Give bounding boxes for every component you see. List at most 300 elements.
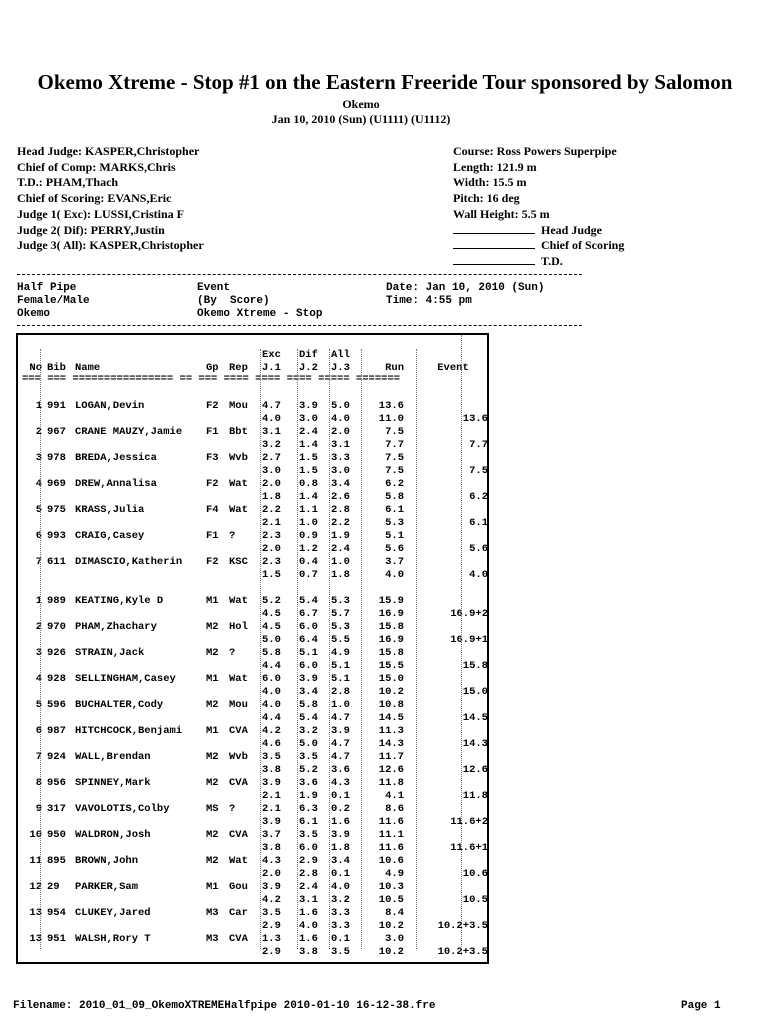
competitor-name: HITCHCOCK,Benjami <box>75 725 183 737</box>
run-total: 11.6 <box>378 842 404 854</box>
judge-1-score: 5.2 <box>262 595 281 607</box>
judge-1-score: 4.0 <box>262 699 281 711</box>
age-group: F1 <box>206 426 219 438</box>
judge-3-score: 3.0 <box>331 465 350 477</box>
column-header-bib: Bib <box>47 362 66 374</box>
judge-1-score: 4.5 <box>262 608 281 620</box>
judge-3-score: 5.3 <box>331 595 350 607</box>
column-header-j2: J.2 <box>299 362 318 374</box>
official-chief-of-scoring: Chief of Scoring: EVANS,Eric <box>17 191 172 206</box>
column-rule <box>297 349 298 949</box>
rank: 3 <box>35 452 42 464</box>
bib-number: 596 <box>47 699 66 711</box>
rank: 7 <box>35 751 42 763</box>
judge-1-score: 5.0 <box>262 634 281 646</box>
run-total: 6.1 <box>385 504 404 516</box>
rank: 2 <box>35 621 42 633</box>
rank: 7 <box>35 556 42 568</box>
run-total: 14.3 <box>378 738 404 750</box>
bib-number: 950 <box>47 829 66 841</box>
run-total: 10.3 <box>378 881 404 893</box>
signature-chief-of-scoring <box>453 238 624 254</box>
column-rule <box>40 349 41 949</box>
event-label: Event <box>197 282 231 294</box>
judge-3-score: 1.9 <box>331 530 350 542</box>
bib-number: 317 <box>47 803 66 815</box>
event-score: 11.6+2 <box>450 816 488 828</box>
run-total: 6.2 <box>385 478 404 490</box>
judge-3-score: 1.6 <box>331 816 350 828</box>
judge-3-score: 3.3 <box>331 452 350 464</box>
age-group: M3 <box>206 933 219 945</box>
event-score: 10.2+3.5 <box>437 920 488 932</box>
bib-number: 924 <box>47 751 66 763</box>
rank: 10 <box>29 829 42 841</box>
judge-1-score: 2.0 <box>262 543 281 555</box>
run-total: 4.0 <box>385 569 404 581</box>
judge-3-score: 3.3 <box>331 920 350 932</box>
team-rep: Hol <box>229 621 248 633</box>
age-group: M2 <box>206 699 219 711</box>
judge-3-score: 2.6 <box>331 491 350 503</box>
team-rep: ? <box>229 530 236 542</box>
rank: 8 <box>35 777 42 789</box>
judge-1-score: 3.5 <box>262 907 281 919</box>
course-pitch: Pitch: 16 deg <box>453 191 520 206</box>
judge-1-score: 4.4 <box>262 660 281 672</box>
judge-1-score: 4.4 <box>262 712 281 724</box>
run-total: 16.9 <box>378 608 404 620</box>
bib-number: 993 <box>47 530 66 542</box>
run-total: 15.0 <box>378 673 404 685</box>
bib-number: 928 <box>47 673 66 685</box>
bib-number: 895 <box>47 855 66 867</box>
event-score: 10.6 <box>462 868 488 880</box>
rank: 11 <box>29 855 42 867</box>
run-total: 10.2 <box>378 946 404 958</box>
age-group: M1 <box>206 725 219 737</box>
competitor-name: LOGAN,Devin <box>75 400 145 412</box>
bib-number: 926 <box>47 647 66 659</box>
team-rep: CVA <box>229 829 248 841</box>
team-rep: CVA <box>229 725 248 737</box>
judge-2-score: 6.1 <box>299 816 318 828</box>
signature-label: T.D. <box>541 253 563 268</box>
judge-3-score: 1.8 <box>331 569 350 581</box>
event-date: Date: Jan 10, 2010 (Sun) <box>386 282 545 294</box>
run-total: 15.5 <box>378 660 404 672</box>
judge-2-score: 0.7 <box>299 569 318 581</box>
competitor-name: STRAIN,Jack <box>75 647 145 659</box>
bib-number: 611 <box>47 556 66 568</box>
column-header-dif: Dif <box>299 349 318 361</box>
judge-2-score: 3.6 <box>299 777 318 789</box>
judge-1-score: 4.6 <box>262 738 281 750</box>
judge-1-score: 2.0 <box>262 478 281 490</box>
judge-2-score: 1.1 <box>299 504 318 516</box>
judge-3-score: 4.7 <box>331 738 350 750</box>
judge-1-score: 1.8 <box>262 491 281 503</box>
judge-3-score: 4.7 <box>331 751 350 763</box>
judge-3-score: 5.1 <box>331 673 350 685</box>
judge-1-score: 1.5 <box>262 569 281 581</box>
run-total: 5.3 <box>385 517 404 529</box>
judge-1-score: 2.3 <box>262 556 281 568</box>
signature-line <box>453 255 535 265</box>
age-group: F2 <box>206 556 219 568</box>
event-score: 16.9+2 <box>450 608 488 620</box>
judge-3-score: 1.0 <box>331 556 350 568</box>
team-rep: Mou <box>229 699 248 711</box>
judge-2-score: 1.2 <box>299 543 318 555</box>
rank: 4 <box>35 478 42 490</box>
judge-2-score: 1.5 <box>299 465 318 477</box>
event-score: 13.6 <box>462 413 488 425</box>
age-group: F4 <box>206 504 219 516</box>
run-total: 15.8 <box>378 647 404 659</box>
event-time: Time: 4:55 pm <box>386 295 472 307</box>
run-total: 11.7 <box>378 751 404 763</box>
event-score: 7.7 <box>469 439 488 451</box>
footer-page-number: Page 1 <box>681 1000 721 1012</box>
rank: 12 <box>29 881 42 893</box>
judge-1-score: 3.1 <box>262 426 281 438</box>
age-group: F2 <box>206 478 219 490</box>
judge-2-score: 3.5 <box>299 751 318 763</box>
run-total: 3.7 <box>385 556 404 568</box>
judge-2-score: 3.9 <box>299 673 318 685</box>
column-rule <box>329 349 330 949</box>
rank: 6 <box>35 530 42 542</box>
team-rep: Wvb <box>229 452 248 464</box>
competitor-name: DREW,Annalisa <box>75 478 157 490</box>
run-total: 7.5 <box>385 452 404 464</box>
judge-1-score: 1.3 <box>262 933 281 945</box>
column-header-gp: Gp <box>206 362 219 374</box>
event-score: 10.5 <box>462 894 488 906</box>
run-total: 3.0 <box>385 933 404 945</box>
judge-1-score: 3.9 <box>262 881 281 893</box>
competitor-name: BREDA,Jessica <box>75 452 157 464</box>
judge-3-score: 3.9 <box>331 829 350 841</box>
competitor-name: BROWN,John <box>75 855 139 867</box>
judge-2-score: 3.8 <box>299 946 318 958</box>
run-total: 13.6 <box>378 400 404 412</box>
officials-list <box>17 144 204 254</box>
judge-3-score: 3.4 <box>331 855 350 867</box>
judge-1-score: 2.1 <box>262 803 281 815</box>
age-group: M3 <box>206 907 219 919</box>
age-group: M1 <box>206 673 219 685</box>
judge-1-score: 4.0 <box>262 686 281 698</box>
judge-3-score: 4.0 <box>331 881 350 893</box>
judge-3-score: 5.1 <box>331 660 350 672</box>
team-rep: Wat <box>229 478 248 490</box>
event-score: 11.8 <box>462 790 488 802</box>
judge-2-score: 1.5 <box>299 452 318 464</box>
competitor-name: WALSH,Rory T <box>75 933 151 945</box>
competitor-name: PHAM,Zhachary <box>75 621 157 633</box>
run-total: 5.1 <box>385 530 404 542</box>
judge-2-score: 2.4 <box>299 881 318 893</box>
judge-1-score: 3.5 <box>262 751 281 763</box>
judge-1-score: 3.0 <box>262 465 281 477</box>
rank: 13 <box>29 907 42 919</box>
judge-3-score: 5.5 <box>331 634 350 646</box>
judge-3-score: 4.9 <box>331 647 350 659</box>
age-group: M2 <box>206 751 219 763</box>
judge-2-score: 3.1 <box>299 894 318 906</box>
team-rep: Bbt <box>229 426 248 438</box>
event-score: 14.3 <box>462 738 488 750</box>
team-rep: Wat <box>229 855 248 867</box>
team-rep: KSC <box>229 556 248 568</box>
competitor-name: SPINNEY,Mark <box>75 777 151 789</box>
judge-2-score: 0.4 <box>299 556 318 568</box>
judge-3-score: 0.1 <box>331 790 350 802</box>
judge-1-score: 2.3 <box>262 530 281 542</box>
age-group: F3 <box>206 452 219 464</box>
bib-number: 954 <box>47 907 66 919</box>
judge-1-score: 3.8 <box>262 764 281 776</box>
judge-3-score: 3.2 <box>331 894 350 906</box>
signature-label: Chief of Scoring <box>541 238 625 253</box>
official-td: T.D.: PHAM,Thach <box>17 175 119 190</box>
run-total: 7.5 <box>385 465 404 477</box>
column-rule <box>260 349 261 949</box>
team-rep: Wvb <box>229 751 248 763</box>
competitor-name: PARKER,Sam <box>75 881 139 893</box>
column-header-j3: J.3 <box>331 362 350 374</box>
age-group: M2 <box>206 647 219 659</box>
column-rule <box>361 349 362 949</box>
page-title: Okemo Xtreme - Stop #1 on the Eastern Freeride Tour sponsored by Salomon <box>37 70 733 94</box>
signature-label: Head Judge <box>541 222 603 237</box>
judge-1-score: 3.9 <box>262 777 281 789</box>
judge-2-score: 5.1 <box>299 647 318 659</box>
competitor-name: DIMASCIO,Katherin <box>75 556 183 568</box>
event-score: 15.0 <box>462 686 488 698</box>
run-total: 4.9 <box>385 868 404 880</box>
judge-1-score: 2.1 <box>262 517 281 529</box>
age-group: M2 <box>206 621 219 633</box>
judge-1-score: 2.1 <box>262 790 281 802</box>
divider <box>17 325 582 326</box>
judge-2-score: 6.4 <box>299 634 318 646</box>
judge-2-score: 3.9 <box>299 400 318 412</box>
judge-1-score: 2.2 <box>262 504 281 516</box>
column-header-run: Run <box>385 362 404 374</box>
judge-2-score: 5.4 <box>299 712 318 724</box>
judge-3-score: 4.3 <box>331 777 350 789</box>
event-score: 12.6 <box>462 764 488 776</box>
run-total: 10.2 <box>378 686 404 698</box>
judge-3-score: 4.7 <box>331 712 350 724</box>
judge-1-score: 3.8 <box>262 842 281 854</box>
judge-2-score: 0.9 <box>299 530 318 542</box>
age-group: M2 <box>206 777 219 789</box>
venue-subtitle: Okemo <box>342 97 380 111</box>
bib-number: 951 <box>47 933 66 945</box>
signature-line <box>453 239 535 249</box>
judge-2-score: 6.0 <box>299 842 318 854</box>
event-score: 14.5 <box>462 712 488 724</box>
event-score: 4.0 <box>469 569 488 581</box>
event-score: 11.6+1 <box>450 842 488 854</box>
run-total: 16.9 <box>378 634 404 646</box>
judge-1-score: 4.0 <box>262 413 281 425</box>
official-chief-of-comp: Chief of Comp: MARKS,Chris <box>17 159 176 174</box>
divider <box>17 274 582 275</box>
age-group: M1 <box>206 881 219 893</box>
judge-3-score: 4.0 <box>331 413 350 425</box>
run-total: 8.6 <box>385 803 404 815</box>
judge-2-score: 0.8 <box>299 478 318 490</box>
judge-1-score: 5.8 <box>262 647 281 659</box>
judge-3-score: 2.8 <box>331 686 350 698</box>
judge-3-score: 3.9 <box>331 725 350 737</box>
judge-2-score: 6.0 <box>299 660 318 672</box>
column-header-exc: Exc <box>262 349 281 361</box>
judge-3-score: 1.0 <box>331 699 350 711</box>
judge-3-score: 2.0 <box>331 426 350 438</box>
official-judge-2: Judge 2( Dif): PERRY,Justin <box>17 222 165 237</box>
team-rep: Wat <box>229 504 248 516</box>
run-total: 14.5 <box>378 712 404 724</box>
judge-3-score: 3.5 <box>331 946 350 958</box>
age-group: F2 <box>206 400 219 412</box>
judge-3-score: 0.2 <box>331 803 350 815</box>
judge-3-score: 5.0 <box>331 400 350 412</box>
judge-2-score: 3.4 <box>299 686 318 698</box>
event-score: 5.6 <box>469 543 488 555</box>
signature-head-judge <box>453 223 624 239</box>
column-header-name: Name <box>75 362 101 374</box>
judge-1-score: 4.2 <box>262 725 281 737</box>
judge-2-score: 6.7 <box>299 608 318 620</box>
bib-number: 956 <box>47 777 66 789</box>
team-rep: Wat <box>229 595 248 607</box>
judge-1-score: 4.2 <box>262 894 281 906</box>
judge-1-score: 2.9 <box>262 946 281 958</box>
judge-3-score: 0.1 <box>331 868 350 880</box>
judge-1-score: 3.2 <box>262 439 281 451</box>
competitor-name: VAVOLOTIS,Colby <box>75 803 170 815</box>
competitor-name: CRAIG,Casey <box>75 530 145 542</box>
rank: 2 <box>35 426 42 438</box>
judge-2-score: 1.6 <box>299 933 318 945</box>
team-rep: CVA <box>229 933 248 945</box>
judge-3-score: 5.7 <box>331 608 350 620</box>
judge-3-score: 0.1 <box>331 933 350 945</box>
judge-1-score: 4.7 <box>262 400 281 412</box>
judge-2-score: 3.2 <box>299 725 318 737</box>
run-total: 7.7 <box>385 439 404 451</box>
course-wall-height: Wall Height: 5.5 m <box>453 206 550 221</box>
event-gender: Female/Male <box>17 295 90 307</box>
age-group: MS <box>206 803 219 815</box>
bib-number: 29 <box>47 881 60 893</box>
bib-number: 975 <box>47 504 66 516</box>
competitor-name: SELLINGHAM,Casey <box>75 673 176 685</box>
judge-1-score: 2.9 <box>262 920 281 932</box>
judge-3-score: 3.1 <box>331 439 350 451</box>
judge-2-score: 1.9 <box>299 790 318 802</box>
judge-3-score: 2.4 <box>331 543 350 555</box>
team-rep: ? <box>229 647 236 659</box>
judge-2-score: 1.4 <box>299 491 318 503</box>
competitor-name: CRANE MAUZY,Jamie <box>75 426 183 438</box>
age-group: M2 <box>206 829 219 841</box>
rank: 3 <box>35 647 42 659</box>
judge-2-score: 2.9 <box>299 855 318 867</box>
judge-2-score: 5.4 <box>299 595 318 607</box>
column-header-no: No <box>29 362 42 374</box>
judge-3-score: 3.3 <box>331 907 350 919</box>
event-score: 7.5 <box>469 465 488 477</box>
rank: 5 <box>35 504 42 516</box>
rank: 4 <box>35 673 42 685</box>
run-total: 15.8 <box>378 621 404 633</box>
signature-line <box>453 224 535 234</box>
event-location: Okemo <box>17 308 51 320</box>
run-total: 10.2 <box>378 920 404 932</box>
run-total: 7.5 <box>385 426 404 438</box>
competitor-name: WALDRON,Josh <box>75 829 151 841</box>
column-header-rep: Rep <box>229 362 248 374</box>
event-score: 6.1 <box>469 517 488 529</box>
run-total: 11.8 <box>378 777 404 789</box>
footer-filename: Filename: 2010_01_09_OkemoXTREMEHalfpipe 2010-01-10 16-12-38.fre <box>13 1000 436 1012</box>
judge-2-score: 6.3 <box>299 803 318 815</box>
age-group: M2 <box>206 855 219 867</box>
judge-3-score: 5.3 <box>331 621 350 633</box>
event-scoring-mode: (By Score) <box>197 295 270 307</box>
competitor-name: WALL,Brendan <box>75 751 151 763</box>
run-total: 10.5 <box>378 894 404 906</box>
run-total: 8.4 <box>385 907 404 919</box>
signature-td <box>453 254 624 270</box>
official-head-judge: Head Judge: KASPER,Christopher <box>17 144 200 158</box>
team-rep: Car <box>229 907 248 919</box>
event-score: 10.2+3.5 <box>437 946 488 958</box>
judge-3-score: 2.2 <box>331 517 350 529</box>
run-total: 10.6 <box>378 855 404 867</box>
judge-3-score: 3.6 <box>331 764 350 776</box>
competitor-name: CLUKEY,Jared <box>75 907 151 919</box>
bib-number: 991 <box>47 400 66 412</box>
column-rule <box>416 349 417 949</box>
run-total: 12.6 <box>378 764 404 776</box>
event-score: 6.2 <box>469 491 488 503</box>
judge-1-score: 4.3 <box>262 855 281 867</box>
judge-2-score: 4.0 <box>299 920 318 932</box>
judge-2-score: 5.8 <box>299 699 318 711</box>
run-total: 11.6 <box>378 816 404 828</box>
column-header-all: All <box>331 349 350 361</box>
rank: 9 <box>35 803 42 815</box>
official-judge-1: Judge 1( Exc): LUSSI,Cristina F <box>17 206 185 221</box>
judge-1-score: 4.5 <box>262 621 281 633</box>
run-total: 5.8 <box>385 491 404 503</box>
judge-3-score: 3.4 <box>331 478 350 490</box>
judge-2-score: 5.2 <box>299 764 318 776</box>
event-discipline: Half Pipe <box>17 282 77 294</box>
bib-number: 987 <box>47 725 66 737</box>
competitor-name: KEATING,Kyle D <box>75 595 164 607</box>
bib-number: 978 <box>47 452 66 464</box>
course-length: Length: 121.9 m <box>453 159 537 174</box>
